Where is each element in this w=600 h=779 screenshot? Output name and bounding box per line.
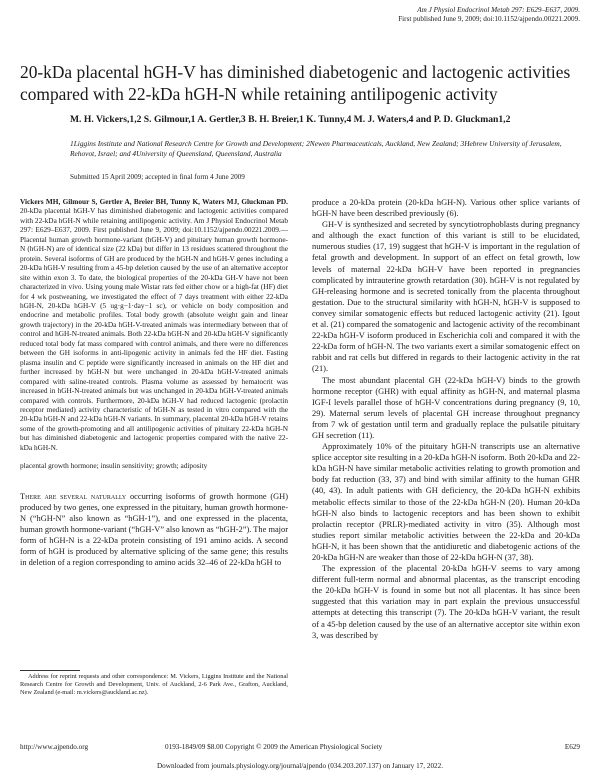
body-paragraph: The most abundant placental GH (22-kDa hGH-V) binds to the growth hormone receptor (GHR) with equal affinity as hGH-N, and maternal plasma IGF-I levels parallel those of hGH-V concentrations during pregnancy (9, 10, 29). Maternal serum levels of placental GH increase throughout pregnancy from 7 wk of gestation until term and gradually replace the pulsatile pituitary GH secretion (11). [312, 375, 580, 440]
running-header [398, 6, 580, 24]
submission-dates: Submitted 15 April 2009; accepted in final form 4 June 2009 [70, 173, 245, 181]
download-notice: Downloaded from journals.physiology.org/journal/ajpendo (034.203.207.137) on January 17, 2022. [156, 762, 444, 770]
body-paragraph: The expression of the placental 20-kDa hGH-V seems to vary among different full-term normal and abnormal placentas, as the transcript encoding the 20-kDa hGH-V is found in some but not all placentas. It has since been suggested that this variation may in part explain the previous unsuccessful attempts at detecting this transcript (7). The 20-kDa hGH-V variant, the result of a 45-bp deletion caused by the use of an alternative acceptor site within exon 3, was described by [312, 564, 580, 640]
intro-paragraph [20, 491, 288, 569]
journal-url[interactable]: http://www.ajpendo.org [20, 743, 89, 751]
keywords: placental growth hormone; insulin sensitivity; growth; adiposity [20, 461, 208, 471]
page-number: E629 [564, 743, 580, 751]
body-paragraph: GH-V is synthesized and secreted by syncytiotrophoblasts during pregnancy and although the exact function of this variant is still to be elucidated, numerous studies (17, 19) suggest that hGH-V is important in the regulation of fetal growth and development. In support of an effect on fetal growth, low levels of maternal 22-kDa hGH-V have been reported in pregnancies complicated by intrauterine growth retardation (30). hGH-V is not regulated by GH-releasing hormone and is secreted tonically from the placenta throughout gestation. Due to the structural similarity with hGH-N, hGH-V is supposed to convey similar somatogenic effects but reduced lactogenic activity (21). Igout et al. (21) compared the somatogenic and lactogenic activity of the recombinant 22-kDa hGH-V isoform produced in Escherichia coli and compared it with the 22-kDa form of hGH-N. The two variants exert a similar somatogenic effect on rabbit and rat cells but differed in regards to their lactogenic activity in the rat (21). [312, 220, 580, 374]
intro-lead: There are several naturally [20, 491, 127, 501]
copyright-notice: 0193-1849/09 $8.00 Copyright © 2009 the American Physiological Society [165, 743, 383, 751]
body-paragraph: produce a 20-kDa protein (20-kDa hGH-N). Various other splice variants of hGH-N have been described previously (6). [312, 198, 580, 219]
journal-line: Am J Physiol Endocrinol Metab 297: E629–E637, 2009. [417, 6, 580, 14]
published-line: First published June 9, 2009; doi:10.1152/ajpendo.00221.2009. [398, 15, 580, 23]
right-column [312, 197, 580, 641]
footnote-rule [20, 670, 80, 671]
author-list: M. H. Vickers,1,2 S. Gilmour,1 A. Gertler,3 B. H. Breier,1 K. Tunny,4 M. J. Waters,4 and P. D. Gluckman1,2 [70, 114, 511, 125]
body-paragraph: Approximately 10% of the pituitary hGH-N transcripts use an alternative splice acceptor site resulting in a 20-kDa hGH-N isoform. Both 20-kDa and 22-kDa hGH-N have similar metabolic activities relating to growth promotion and body fat reduction (33, 37) and bind with similar affinity to the human GHR (40, 43). In adult patients with GH deficiency, the 20-kDa hGH-N exhibits metabolic effects similar to those of the 22-kDa hGH-N (20). Human 20-kDa hGH-N also binds to lactogenic receptors and has been shown to exhibit prolactin receptor (PRLR)-mediated activity in vitro (35). Although most studies report similar metabolic activities between the 22-kDa and 20-kDa hGH-N, it has been shown that the antidiuretic and diabetogenic actions of the 20-kDa hGH-N are weaker than those of 22-kDa hGH-N (37, 38). [312, 442, 580, 562]
correspondence-footnote: Address for reprint requests and other correspondence: M. Vickers, Liggins Institute and the National Research Centre for Growth and Development, Univ. of Auckland, 2-6 Park Ave., Grafton, Auckland, New Zealand (e-mail: m.vickers@auckland.ac.nz). [20, 673, 288, 697]
left-column [20, 197, 288, 568]
affiliations: 1Liggins Institute and National Research Centre for Growth and Development; 2Newen Pharmaceuticals, Auckland, New Zealand; 3Hebrew University of Jerusalem, Rehovot, Israel; and 4University of Queensland, Queensland, Australia [70, 139, 562, 158]
article-title: 20-kDa placental hGH-V has diminished diabetogenic and lactogenic activities compared with 22-kDa hGH-N while retaining antilipogenic activity [20, 62, 571, 104]
abstract-citation-authors: Vickers MH, Gilmour S, Gertler A, Breier BH, Tunny K, Waters MJ, Gluckman PD. [20, 197, 288, 206]
abstract-text: 20-kDa placental hGH-V has diminished diabetogenic and lactogenic activities compared with 22-kDa hGH-N while retaining antilipogenic activity. Am J Physiol Endocrinol Metab 297: E629–E637, 2009. First published June 9, 2009; doi:10.1152/ajpendo.00221.2009.—Placental human growth hormone-variant (hGH-V) and pituitary human growth hormone-N (hGH-N) are of identical size (22 kDa) but differ in 13 residues scattered throughout the protein. Several isoforms of GH are produced by the hGH-N and hGH-V genes including a 20-kDa hGH-V resulting from a 45-bp deletion caused by the use of an alternative acceptor site within exon 3. To date, the biological properties of the 20-kDa GH-V have not been characterized in vivo. Using young male Wistar rats fed either chow or a high-fat (HF) diet for 4 wk postweaning, we investigated the effect of 7 days treatment with either 22-kDa hGH-N, 20-kDa hGH-V (5 ug·g−1·day−1 sc), or vehicle on body composition and endocrine and metabolic profiles. Total body growth (absolute weight gain and linear growth trajectory) in the 20-kDa hGH-V-treated animals was intermediary between that of control and hGH-N-treated animals. Both 22-kDa hGH-N and 20-kDa hGH-V significantly reduced total body fat mass compared with control animals, and there were no differences between the GH isoforms in anti-lipogenic activity in animals fed the HF diet. Fasting plasma insulin and C peptide were significantly increased in animals on the HF diet and further increased by hGH-N but were unchanged in 20-kDa hGH-V-treated animals compared with saline-treated controls. Plasma volume as assessed by hematocrit was increased in hGH-N-treated animals but was unchanged in 20-kDa hGH-V-treated animals compared with controls. Furthermore, 20-kDa hGH-V had reduced lactogenic (prolactin receptor mediated) activity characteristic of hGH-N as tested in vitro compared with the 20-kDa hGH-N and 22-kDa hGH-N variants. In summary, placental 20-kDa hGH-V retains some of the growth-promoting and all antilipogenic activities of pituitary 22-kDa hGH-N but has diminished diabetogenic and lactogenic properties compared with the native 22-kDa hGH-N. [20, 206, 288, 452]
intro-text: occurring isoforms of growth hormone (GH) produced by two genes, one expressed in the pituitary, human growth hormone-N (“hGH-N” also known as “hGH-1”), and one expressed in the placenta, human growth hormone-variant (“hGH-V” also known as “hGH-2”). The major form of hGH-N is a 22-kDa protein consisting of 191 amino acids. A second form of hGH is produced by alternative splicing of the same gene; this results in deletion of a region corresponding to amino acids 32–46 of 22-kDa hGH to [20, 491, 288, 568]
abstract [20, 197, 288, 452]
